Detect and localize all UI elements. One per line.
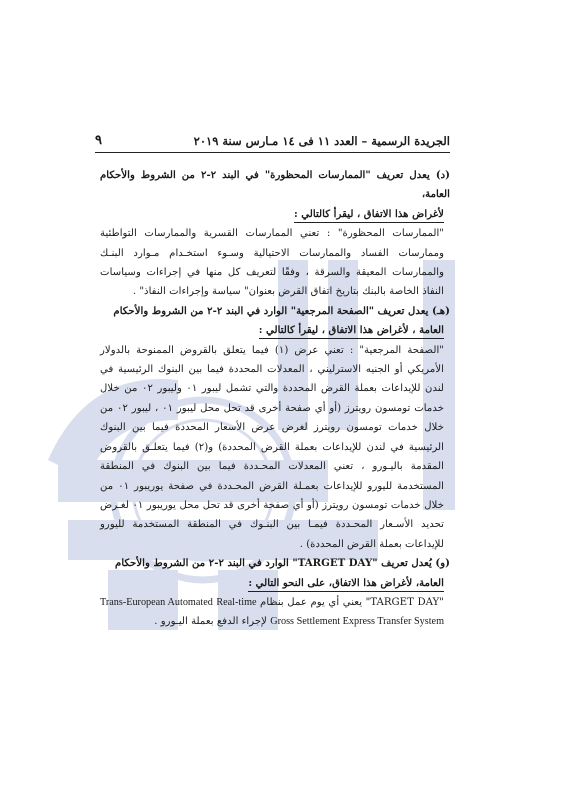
clause-w-intro (100, 574, 450, 593)
clause-w-heading: (و) يُعدل تعريف "TARGET DAY" الوارد في البند ٢-٢ من الشروط والأحكام (115, 557, 450, 570)
clause-w-latin-1: Trans-European Automated (100, 596, 213, 608)
clause-w-def-part3: بعملة اليـورو . (154, 616, 214, 628)
page-number: ٩ (95, 133, 102, 148)
clause-h-intro (100, 321, 450, 340)
clause-d-intro (100, 205, 450, 224)
clause-w-latin-2: Real-time Gross Settlement Express Transfer System (216, 596, 444, 628)
clause-h-intro-text: العامة ، لأغراض هذا الاتفاق ، ليقرأ كالتالي : (259, 322, 444, 339)
page-header (95, 124, 450, 153)
clause-d-definition: "الممارسات المحظورة" : تعني الممارسات القسرية والممارسات التواطئية وممارسات الفساد والممارسات الاحتيالية وسـوء استخـدام مـوارد البنـك والممارسات المعيقة والسرقة ، وفقًا لتعريف كل منها في إجراءات وسياسات النفاذ الخاصة بالبنك بتاريخ اتفاق القرض بعنوان" سياسة وإجراءات النفاذ" . (100, 228, 444, 298)
clause-h (100, 302, 450, 554)
document-body (100, 166, 450, 632)
clause-h-definition: "الصفحة المرجعية" : تعني عرض (١) فيما يتعلق بالقروض الممنوحة بالدولار الأمريكي أو الجنيه الاسترليني ، المعدلات المحددة فيما بين البنوك الرئيسية في لندن للإيداعات بعملة القرض المحددة والتي تشمل ليبور ٠١ وليبور ٠٢ من خلال خدمات تومسون رويترز (أو أي صفحة أخرى قد تحل محل ليبور ٠١ ، ليبور ٠٢ من خلال خدمات تومسون رويترز لغرض عرض الأسعار المحددة فيما بين البنوك الرئيسية في لندن للإيداعات بعملة القرض المحددة) و(٢) فيما يتعلـق بالقروض المقدمة باليـورو ، تعني المعدلات المحـددة فيما بين البنوك في المنطقة المستخدمة لليورو للإيداعات بعمـلة القرض المحـددة في صفحة يوريبور ٠١ من خلال خدمات تومسون رويترز (أو أي صفحة أخرى قد تحل محل يوريبور ٠١ لغـرض تحديد الأسـعار المحـددة فيمـا بين البنـوك في المنطقة المستخدمة لليورو للإيداعات بعملة القرض المحددة) . (100, 344, 445, 550)
clause-d-heading: (د) يعدل تعريف "الممارسات المحظورة" في البند ٢-٢ من الشروط والأحكام العامة، (100, 169, 450, 201)
clause-w-term: "TARGET DAY" (365, 596, 444, 608)
clause-w-definition (100, 593, 450, 632)
clause-d-intro-text: لأغراض هذا الاتفاق ، ليقرأ كالتالي : (294, 206, 444, 223)
clause-w-def-part2: لإجراء الدفع (216, 616, 267, 628)
header-title: الجريدة الرسمية – العدد ١١ فى ١٤ مـارس سنة ٢٠١٩ (193, 134, 450, 148)
clause-w-def-part1: يعني أي يوم عمل بنظام (260, 596, 363, 608)
clause-w-intro-text: العامة، لأغراض هذا الاتفاق، على النحو التالي : (248, 575, 444, 592)
clause-d (100, 166, 450, 302)
clause-h-heading: (هـ) يعدل تعريف "الصفحة المرجعية" الوارد في البند ٢-٢ من الشروط والأحكام (113, 304, 450, 317)
clause-w (100, 554, 450, 632)
